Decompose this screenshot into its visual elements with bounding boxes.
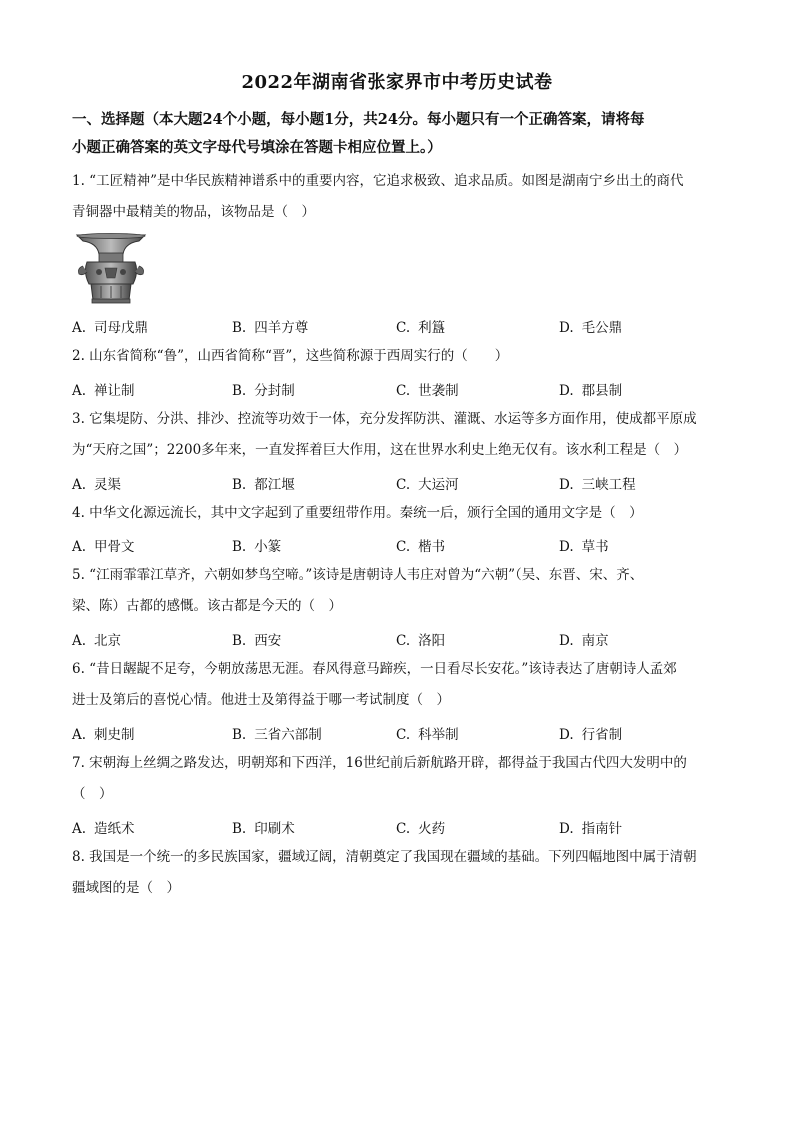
question-text: （ ） xyxy=(72,786,113,802)
option-d[interactable]: D. 三峡工程 xyxy=(559,477,636,493)
option-d[interactable]: D. 指南针 xyxy=(559,821,623,837)
question-text: 8. 我国是一个统一的多民族国家，疆域辽阔，清朝奠定了我国现在疆域的基础。下列四幅地图中属于清朝 xyxy=(72,849,697,865)
option-c[interactable]: C. 世袭制 xyxy=(396,383,459,399)
question-text: 7. 宋朝海上丝绸之路发达，明朝郑和下西洋，16世纪前后新航路开辟，都得益于我国古代四大发明中的 xyxy=(72,755,687,771)
option-b[interactable]: B. 分封制 xyxy=(232,383,295,399)
question-text: 2. 山东省简称“鲁”，山西省简称“晋”，这些简称源于西周实行的（ ） xyxy=(72,348,509,364)
question-text: 3. 它集堤防、分洪、排沙、控流等功效于一体，充分发挥防洪、灌溉、水运等多方面作用，使成都平原成 xyxy=(72,411,697,427)
option-a[interactable]: A. 灵渠 xyxy=(72,477,122,493)
option-c[interactable]: C. 洛阳 xyxy=(396,633,446,649)
question-text: 梁、陈）古都的感慨。该古都是今天的（ ） xyxy=(72,598,342,614)
question-3 xyxy=(72,404,722,466)
option-d[interactable]: D. 毛公鼎 xyxy=(559,320,623,336)
option-d[interactable]: D. 郡县制 xyxy=(559,383,623,399)
question-6 xyxy=(72,654,722,716)
question-6-options xyxy=(72,723,722,745)
section-heading xyxy=(72,106,722,162)
page-title: 2022年湖南省张家界市中考历史试卷 xyxy=(241,72,553,93)
option-c[interactable]: C. 利簋 xyxy=(396,320,446,336)
option-a[interactable]: A. 造纸术 xyxy=(72,821,135,837)
question-4-options xyxy=(72,535,722,557)
question-5-options xyxy=(72,629,722,651)
option-b[interactable]: B. 小篆 xyxy=(232,539,282,555)
question-4 xyxy=(72,498,722,529)
option-d[interactable]: D. 行省制 xyxy=(559,727,623,743)
option-c[interactable]: C. 火药 xyxy=(396,821,446,837)
question-2 xyxy=(72,341,722,372)
option-a[interactable]: A. 司母戊鼎 xyxy=(72,320,149,336)
question-1-options xyxy=(72,316,722,338)
question-text: 1. “工匠精神”是中华民族精神谱系中的重要内容，它追求极致、追求品质。如图是湖南宁乡出土的商代 xyxy=(72,173,684,189)
section-heading-line: 一、选择题（本大题24个小题，每小题1分，共24分。每小题只有一个正确答案，请将每 xyxy=(72,111,645,128)
question-text: 4. 中华文化源远流长，其中文字起到了重要纽带作用。秦统一后，颁行全国的通用文字是（ ） xyxy=(72,505,643,521)
option-b[interactable]: B. 四羊方尊 xyxy=(232,320,309,336)
question-text: 进士及第后的喜悦心情。他进士及第得益于哪一考试制度（ ） xyxy=(72,692,450,708)
option-b[interactable]: B. 三省六部制 xyxy=(232,727,322,743)
section-heading-line: 小题正确答案的英文字母代号填涂在答题卡相应位置上。） xyxy=(72,139,442,156)
option-a[interactable]: A. 禅让制 xyxy=(72,383,135,399)
question-1 xyxy=(72,166,722,228)
option-c[interactable]: C. 大运河 xyxy=(396,477,459,493)
question-8 xyxy=(72,842,722,904)
question-text: 青铜器中最精美的物品，该物品是（ ） xyxy=(72,204,315,220)
question-7 xyxy=(72,748,722,810)
option-a[interactable]: A. 北京 xyxy=(72,633,122,649)
option-c[interactable]: C. 楷书 xyxy=(396,539,446,555)
option-b[interactable]: B. 西安 xyxy=(232,633,282,649)
question-text: 6. “昔日龌龊不足夸，今朝放荡思无涯。春风得意马蹄疾，一日看尽长安花。”该诗表达了唐朝诗人孟郊 xyxy=(72,661,677,677)
question-5 xyxy=(72,560,722,622)
option-a[interactable]: A. 刺史制 xyxy=(72,727,135,743)
question-text: 疆域图的是（ ） xyxy=(72,880,180,896)
question-7-options xyxy=(72,817,722,839)
question-text: 5. “江雨霏霏江草齐，六朝如梦鸟空啼。”该诗是唐朝诗人韦庄对曾为“六朝”（吴、东晋、宋、齐、 xyxy=(72,567,644,583)
option-b[interactable]: B. 都江堰 xyxy=(232,477,295,493)
question-3-options xyxy=(72,473,722,495)
option-c[interactable]: C. 科举制 xyxy=(396,727,459,743)
question-text: 为“天府之国”；2200多年来，一直发挥着巨大作用，这在世界水利史上绝无仅有。该水利工程是（ ） xyxy=(72,442,688,458)
option-d[interactable]: D. 草书 xyxy=(559,539,609,555)
option-d[interactable]: D. 南京 xyxy=(559,633,609,649)
option-a[interactable]: A. 甲骨文 xyxy=(72,539,135,555)
question-2-options xyxy=(72,379,722,401)
option-b[interactable]: B. 印刷术 xyxy=(232,821,295,837)
bronze-zun-vessel-image xyxy=(73,232,149,306)
